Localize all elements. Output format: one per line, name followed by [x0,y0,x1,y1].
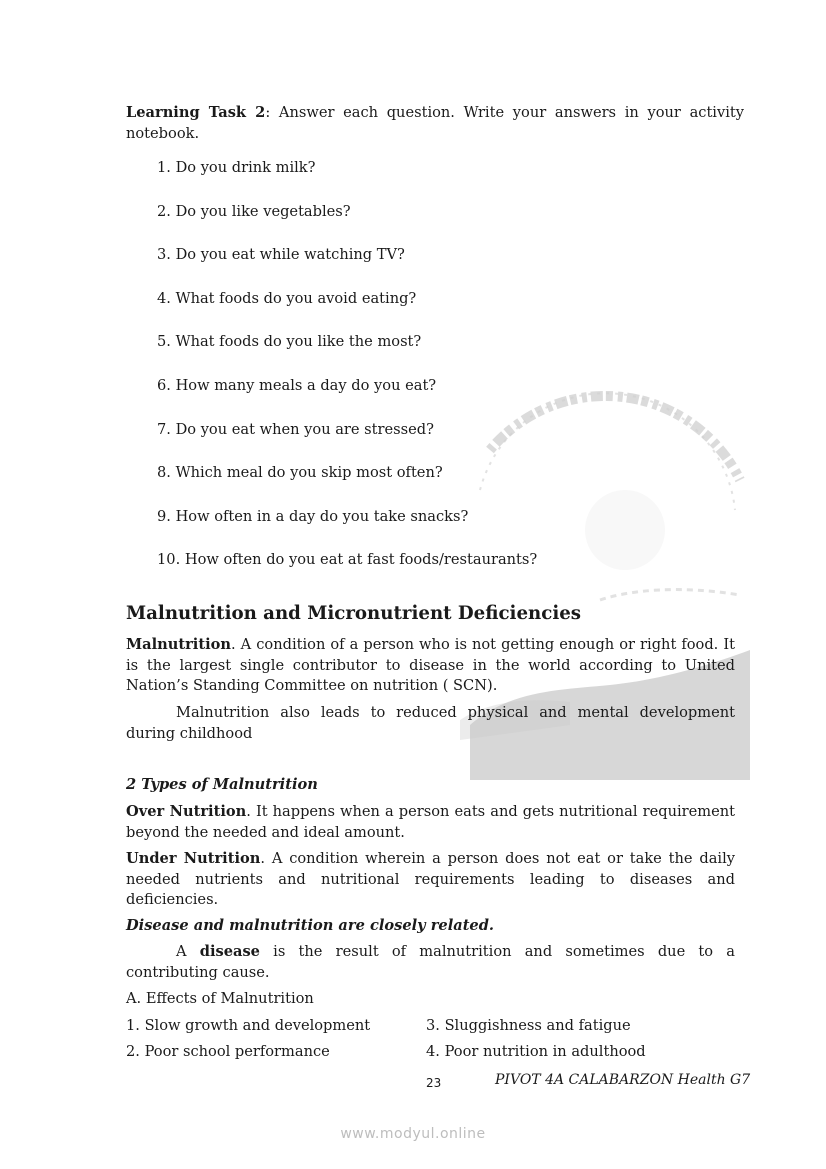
learning-task-text: : Answer each question. Write your answers in your activity notebook. [126,104,744,142]
question-item: 10. How often do you eat at fast foods/restaurants? [157,551,538,568]
malnutrition-paragraph: Malnutrition also leads to reduced physical and mental development during childhood [126,704,735,742]
question-item: 2. Do you like vegetables? [157,203,351,220]
learning-task-label: Learning Task 2 [126,104,266,121]
related-heading: Disease and malnutrition are closely related. [126,917,495,934]
question-item: 5. What foods do you like the most? [157,333,422,350]
types-heading: 2 Types of Malnutrition [126,776,318,793]
page-number: 23 [426,1076,442,1090]
effects-item: 1. Slow growth and development [126,1017,371,1034]
disease-paragraph [126,942,735,983]
disease-prefix: A [176,943,200,960]
under-nutrition-text: . A condition wherein a person does not eat or take the daily needed nutrients and nutritional requirements leading to diseases and deficiencies. [126,850,735,908]
over-nutrition-term: Over Nutrition [126,803,247,820]
malnutrition-term: Malnutrition [126,636,231,653]
question-item: 9. How often in a day do you take snacks? [157,508,469,525]
over-nutrition-text: . It happens when a person eats and gets nutritional requirement beyond the needed and ideal amount. [126,803,735,841]
effects-item: 2. Poor school performance [126,1043,330,1060]
question-item: 6. How many meals a day do you eat? [157,377,437,394]
question-item: 1. Do you drink milk? [157,159,316,176]
disease-term: disease [199,943,260,960]
malnutrition-text: . A condition of a person who is not getting enough or right food. It is the largest single contributor to disease in the world according to United Nation’s Standing Committee on nutrition ( SCN). [126,636,735,694]
question-item: 8. Which meal do you skip most often? [157,464,443,481]
footer-title: PIVOT 4A CALABARZON Health G7 [495,1072,751,1088]
over-nutrition-definition [126,802,735,843]
under-nutrition-definition [126,849,735,911]
effects-item: 4. Poor nutrition in adulthood [426,1043,646,1060]
under-nutrition-term: Under Nutrition [126,850,261,867]
question-item: 4. What foods do you avoid eating? [157,290,417,307]
section-title: Malnutrition and Micronutrient Deficiencies [126,603,582,624]
question-item: 3. Do you eat while watching TV? [157,246,405,263]
question-item: 7. Do you eat when you are stressed? [157,421,434,438]
disease-text: is the result of malnutrition and sometimes due to a contributing cause. [126,943,735,981]
effects-heading: A. Effects of Malnutrition [126,990,314,1007]
learning-task-instructions [126,103,744,144]
effects-item: 3. Sluggishness and fatigue [426,1017,631,1034]
malnutrition-definition [126,635,735,697]
website-watermark: www.modyul.online [340,1126,486,1142]
